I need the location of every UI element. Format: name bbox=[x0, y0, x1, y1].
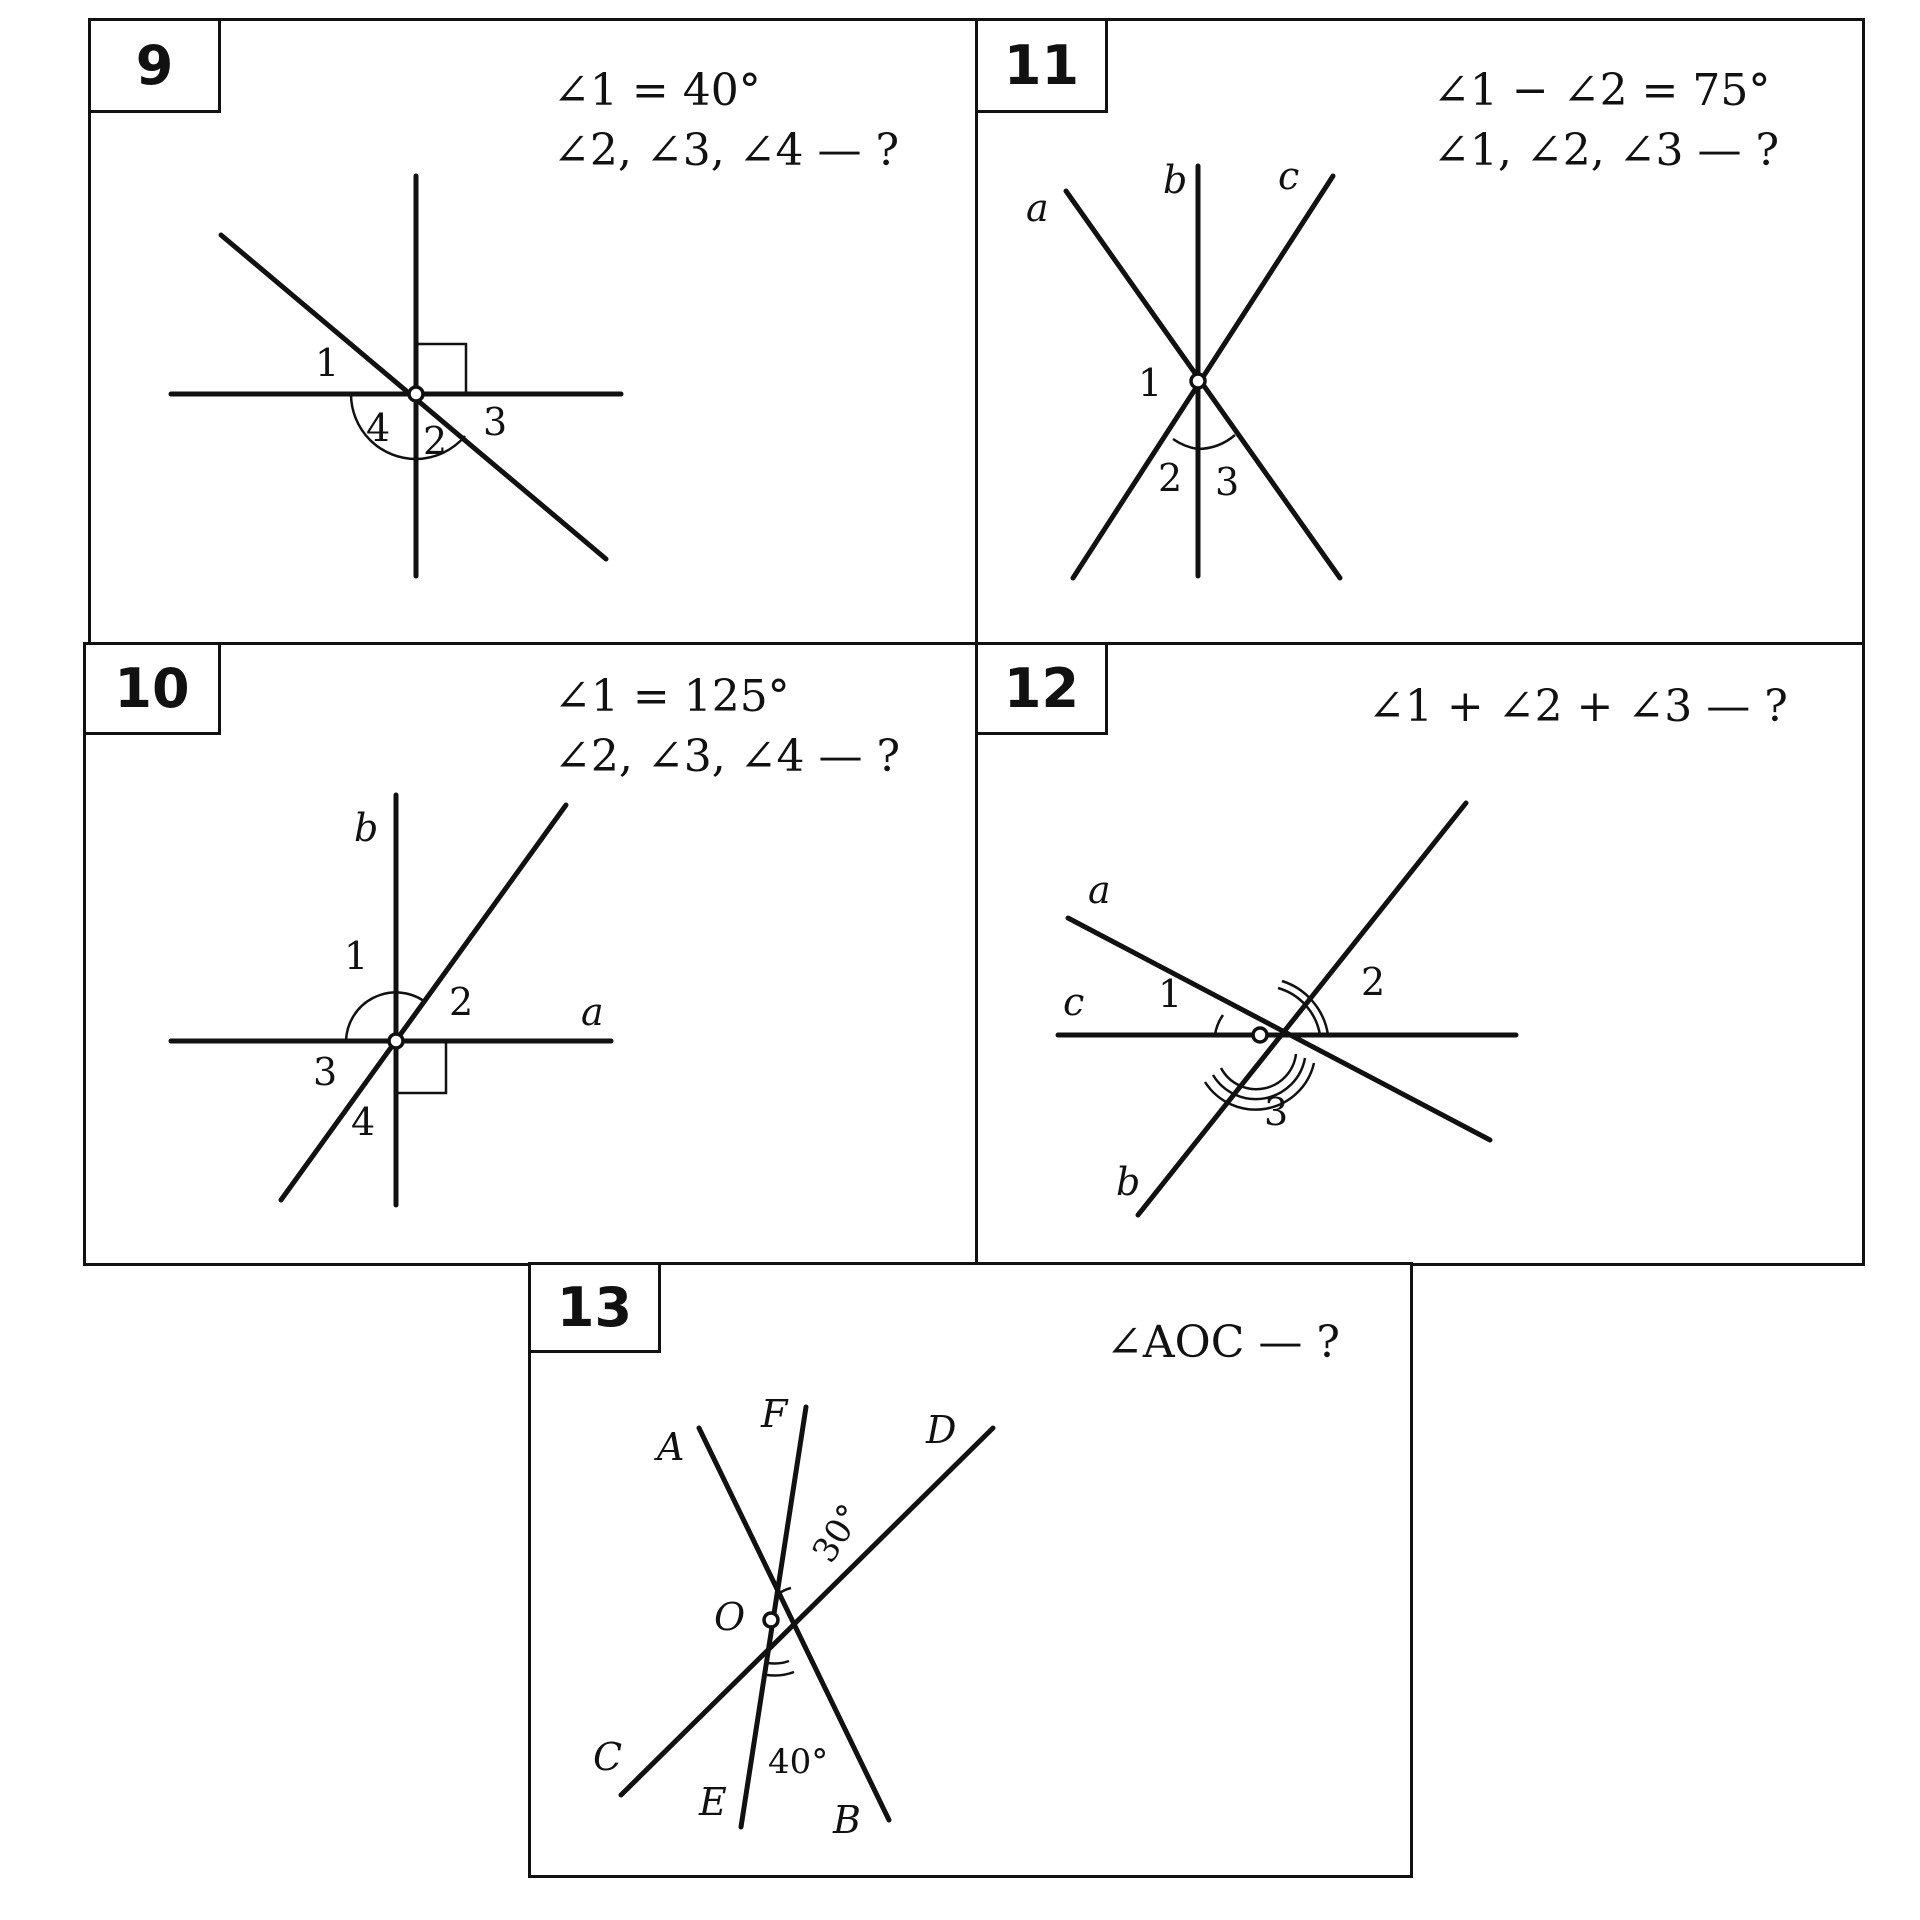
problem-number: 9 bbox=[91, 21, 221, 113]
problem-given: ∠1 − ∠2 = 75° bbox=[1433, 65, 1771, 116]
line-label-a: a bbox=[1088, 868, 1111, 912]
angle-label-2: 2 bbox=[1361, 960, 1386, 1004]
figure-13 bbox=[531, 1265, 1416, 1881]
figure-11 bbox=[978, 21, 1868, 649]
line-label-a: a bbox=[581, 990, 604, 1034]
line-label-b: b bbox=[1116, 1160, 1141, 1204]
point-O bbox=[764, 1613, 778, 1627]
angle-label-1: 1 bbox=[344, 934, 369, 978]
angle-value-30: 30° bbox=[804, 1497, 871, 1570]
problem-question: ∠1 + ∠2 + ∠3 — ? bbox=[1368, 681, 1788, 732]
problem-question: ∠1, ∠2, ∠3 — ? bbox=[1433, 125, 1780, 176]
problem-number: 11 bbox=[978, 21, 1108, 113]
line-label-c: c bbox=[1063, 980, 1085, 1024]
angle-label-2: 2 bbox=[1158, 456, 1183, 500]
figure-10 bbox=[86, 645, 981, 1269]
angle-value-40: 40° bbox=[768, 1742, 829, 1782]
problem-number: 12 bbox=[978, 645, 1108, 735]
problem-question: ∠2, ∠3, ∠4 — ? bbox=[554, 731, 901, 782]
point-label-A: A bbox=[657, 1425, 685, 1469]
problem-9-panel bbox=[88, 18, 978, 646]
right-angle-mark bbox=[416, 344, 466, 394]
arc-angle-2 bbox=[1173, 439, 1198, 449]
angle-label-1: 1 bbox=[1138, 361, 1163, 405]
problem-11-panel bbox=[975, 18, 1865, 646]
line-label-b: b bbox=[354, 806, 379, 850]
intersection-point bbox=[409, 387, 423, 401]
point-label-D: D bbox=[926, 1408, 957, 1452]
angle-label-3: 3 bbox=[1264, 1090, 1289, 1134]
problem-question: ∠2, ∠3, ∠4 — ? bbox=[553, 125, 900, 176]
problem-question: ∠AOC — ? bbox=[1106, 1317, 1340, 1368]
line-CD bbox=[621, 1428, 993, 1795]
arc-angle-3 bbox=[1198, 435, 1235, 449]
line-diagonal bbox=[281, 805, 566, 1200]
problem-12-panel bbox=[975, 642, 1865, 1266]
figure-12 bbox=[978, 645, 1868, 1269]
intersection-point bbox=[1191, 374, 1205, 388]
arc-angle-40-inner bbox=[768, 1661, 789, 1664]
arc-angle-40-outer bbox=[767, 1672, 794, 1676]
angle-label-1: 1 bbox=[315, 341, 340, 385]
intersection-point bbox=[1253, 1028, 1267, 1042]
angle-label-1: 1 bbox=[1158, 972, 1183, 1016]
angle-label-4: 4 bbox=[366, 406, 391, 450]
angle-label-4: 4 bbox=[351, 1100, 376, 1144]
line-label-c: c bbox=[1278, 154, 1300, 198]
point-label-F: F bbox=[761, 1392, 788, 1436]
problem-13-panel bbox=[528, 1262, 1413, 1878]
point-label-B: B bbox=[833, 1798, 861, 1842]
arc-angle-3-inner bbox=[1221, 1054, 1296, 1089]
intersection-point bbox=[389, 1034, 403, 1048]
problem-number: 13 bbox=[531, 1265, 661, 1353]
angle-label-3: 3 bbox=[483, 400, 508, 444]
point-label-C: C bbox=[593, 1735, 623, 1779]
problem-10-panel bbox=[83, 642, 978, 1266]
line-b bbox=[1138, 803, 1466, 1215]
problem-given: ∠1 = 125° bbox=[554, 671, 790, 722]
angle-label-2: 2 bbox=[423, 419, 448, 463]
right-angle-mark bbox=[396, 1041, 446, 1093]
line-label-a: a bbox=[1026, 186, 1049, 230]
point-label-E: E bbox=[699, 1780, 727, 1824]
angle-label-2: 2 bbox=[449, 980, 474, 1024]
arc-angle-1 bbox=[1215, 1015, 1223, 1035]
angle-label-3: 3 bbox=[313, 1050, 338, 1094]
line-label-b: b bbox=[1163, 158, 1188, 202]
point-label-O: O bbox=[714, 1595, 746, 1639]
problem-given: ∠1 = 40° bbox=[553, 65, 761, 116]
angle-label-3: 3 bbox=[1215, 460, 1240, 504]
problem-number: 10 bbox=[86, 645, 221, 735]
figure-9 bbox=[91, 21, 981, 649]
